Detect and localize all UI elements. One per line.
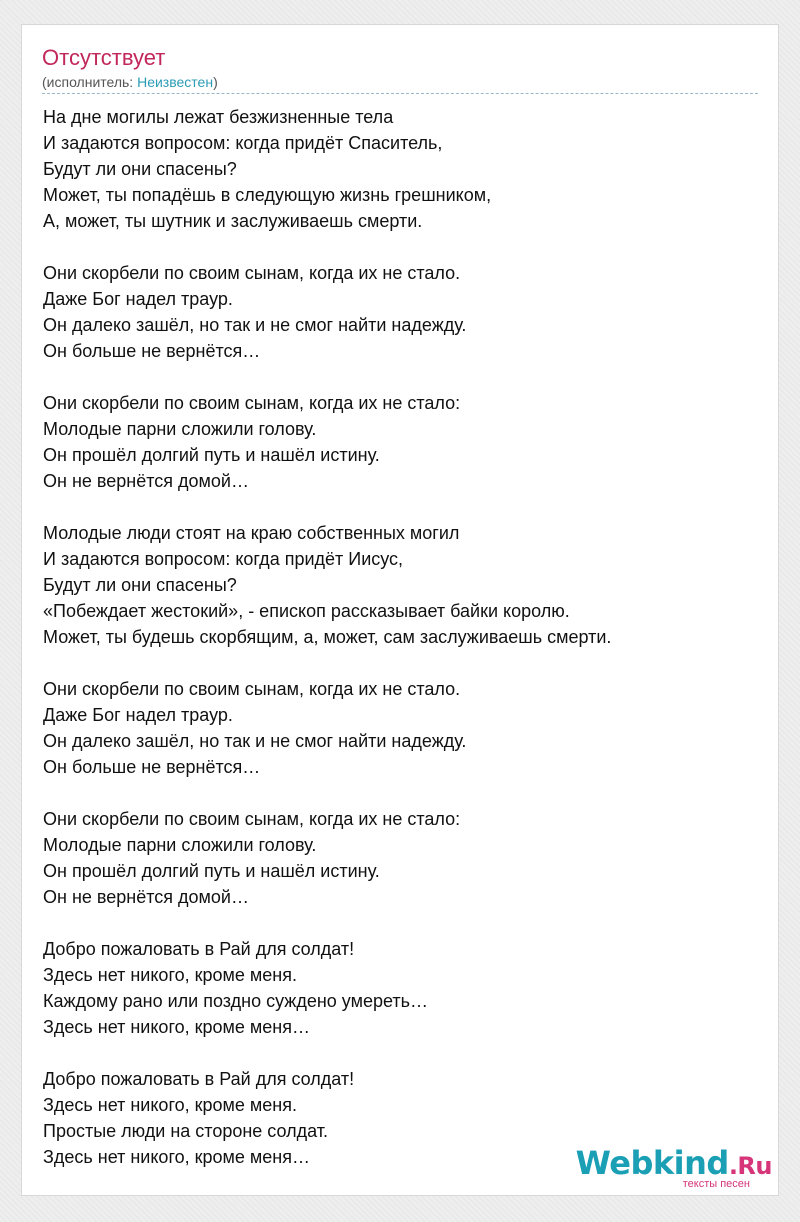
lyric-line: На дне могилы лежат безжизненные тела [43,107,394,127]
lyrics-stanza [43,936,753,1040]
artist-line [42,73,218,91]
lyric-line: Простые люди на стороне солдат. [43,1121,328,1141]
lyric-line: Даже Бог надел траур. [43,705,233,725]
lyric-line: Здесь нет никого, кроме меня. [43,1095,297,1115]
lyrics-stanza [43,520,753,650]
lyric-line: Он прошёл долгий путь и нашёл истину. [43,445,380,465]
title-divider [42,93,758,94]
lyric-line: Они скорбели по своим сынам, когда их не стало. [43,679,461,699]
lyric-line: Может, ты попадёшь в следующую жизнь грешником, [43,185,492,205]
lyric-line: Здесь нет никого, кроме меня… [43,1017,310,1037]
logo-word: Webkind [575,1144,729,1182]
lyric-line: Он далеко зашёл, но так и не смог найти надежду. [43,731,467,751]
lyric-line: Они скорбели по своим сынам, когда их не стало: [43,393,461,413]
webkind-logo[interactable] [575,1144,772,1191]
lyric-line: Каждому рано или поздно суждено умереть… [43,991,429,1011]
lyric-line: Молодые парни сложили голову. [43,835,317,855]
lyrics-stanza [43,260,753,364]
lyric-line: Добро пожаловать в Рай для солдат! [43,939,355,959]
lyric-line: Будут ли они спасены? [43,159,237,179]
lyric-line: Добро пожаловать в Рай для солдат! [43,1069,355,1089]
lyrics-body [43,104,753,1196]
artist-prefix: (исполнитель: [42,74,138,90]
lyric-line: Он больше не вернётся… [43,341,261,361]
lyric-line: Он не вернётся домой… [43,887,249,907]
lyrics-stanza [43,104,753,234]
lyric-line: Они скорбели по своим сынам, когда их не стало: [43,809,461,829]
lyric-line: Он не вернётся домой… [43,471,249,491]
artist-suffix: ) [213,74,218,90]
lyric-line: Будут ли они спасены? [43,575,237,595]
lyrics-stanza [43,806,753,910]
lyric-line: Даже Бог надел траур. [43,289,233,309]
lyric-line: И задаются вопросом: когда придёт Иисус, [43,549,404,569]
lyric-line: «Побеждает жестокий», - епископ рассказывает байки королю. [43,601,570,621]
lyric-line: Может, ты будешь скорбящим, а, может, сам заслуживаешь смерти. [43,627,612,647]
lyric-line: Он далеко зашёл, но так и не смог найти надежду. [43,315,467,335]
artist-link[interactable]: Неизвестен [137,74,214,90]
logo-tagline: тексты песен [682,1178,750,1190]
logo-tld: .Ru [728,1152,772,1180]
lyrics-card [21,24,779,1196]
song-title: Отсутствует [42,45,166,70]
lyric-line: И задаются вопросом: когда придёт Спаситель, [43,133,443,153]
lyrics-stanza [43,676,753,780]
lyric-line: Он больше не вернётся… [43,757,261,777]
lyric-line: Здесь нет никого, кроме меня. [43,965,297,985]
lyric-line: Они скорбели по своим сынам, когда их не стало. [43,263,461,283]
lyrics-stanza [43,390,753,494]
lyric-line: Здесь нет никого, кроме меня… [43,1147,310,1167]
lyric-line: Он прошёл долгий путь и нашёл истину. [43,861,380,881]
lyric-line: Молодые люди стоят на краю собственных могил [43,523,460,543]
lyric-line: А, может, ты шутник и заслуживаешь смерти. [43,211,423,231]
lyric-line: Молодые парни сложили голову. [43,419,317,439]
